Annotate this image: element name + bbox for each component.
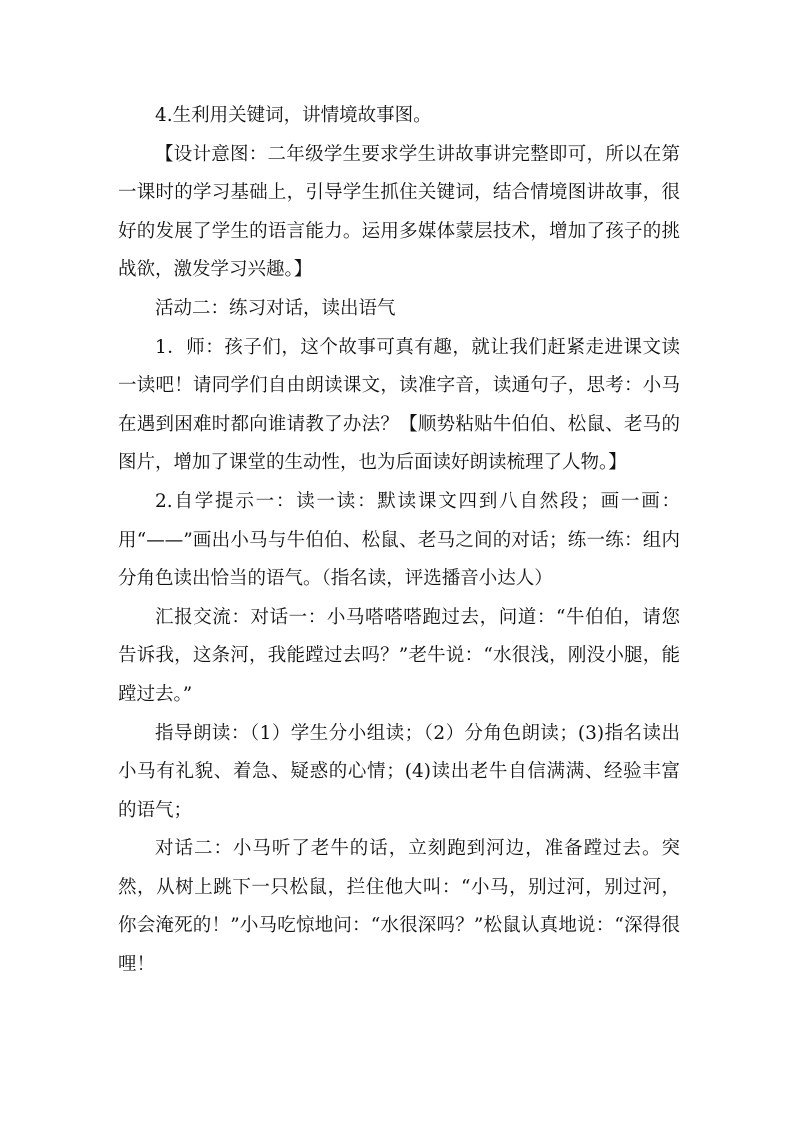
paragraph-teacher-prompt: 1．师：孩子们，这个故事可真有趣，就让我们赶紧走进课文读一读吧！请同学们自由朗读课文，读准字音，读通句子，思考：小马在遇到困难时都向谁请教了办法？【顺势粘贴牛伯伯、松鼠、老马的图片，增加了课堂的生动性，也为后面读好朗读梳理了人物。】 [118,336,680,474]
paragraph-activity-two-heading: 活动二：练习对话，读出语气 [155,297,396,319]
paragraph-step-4: 4.生利用关键词，讲情境故事图。 [155,105,432,126]
paragraph-self-study-tip: 2.自学提示一：读一读：默读课文四到八自然段；画一画：用“——”画出小马与牛伯伯、松鼠、老马之间的对话；练一练：组内分角色读出恰当的语气。（指名读，评选播音小达人） [118,490,680,590]
paragraph-dialogue-one: 汇报交流：对话一：小马嗒嗒嗒跑过去，问道：“牛伯伯，请您告诉我，这条河，我能蹚过去吗？”老牛说：“水很浅，刚没小腿，能蹚过去。” [118,606,680,705]
paragraph-reading-guidance: 指导朗读：（1）学生分小组读；（2）分角色朗读；(3)指名读出小马有礼貌、着急、疑惑的心情；(4)读出老牛自信满满、经验丰富的语气； [118,722,680,821]
paragraph-dialogue-two: 对话二：小马听了老牛的话，立刻跑到河边，准备蹚过去。突然，从树上跳下一只松鼠，拦住他大叫：“小马，别过河，别过河，你会淹死的！”小马吃惊地问：“水很深吗？”松鼠认真地说：“深得很哩！ [118,838,680,976]
paragraph-design-intent: 【设计意图：二年级学生要求学生讲故事讲完整即可，所以在第一课时的学习基础上，引导学生抓住关键词，结合情境图讲故事，很好的发展了学生的语言能力。运用多媒体蒙层技术，增加了孩子的挑战欲，激发学习兴趣。】 [118,143,680,281]
document-body [118,97,680,985]
